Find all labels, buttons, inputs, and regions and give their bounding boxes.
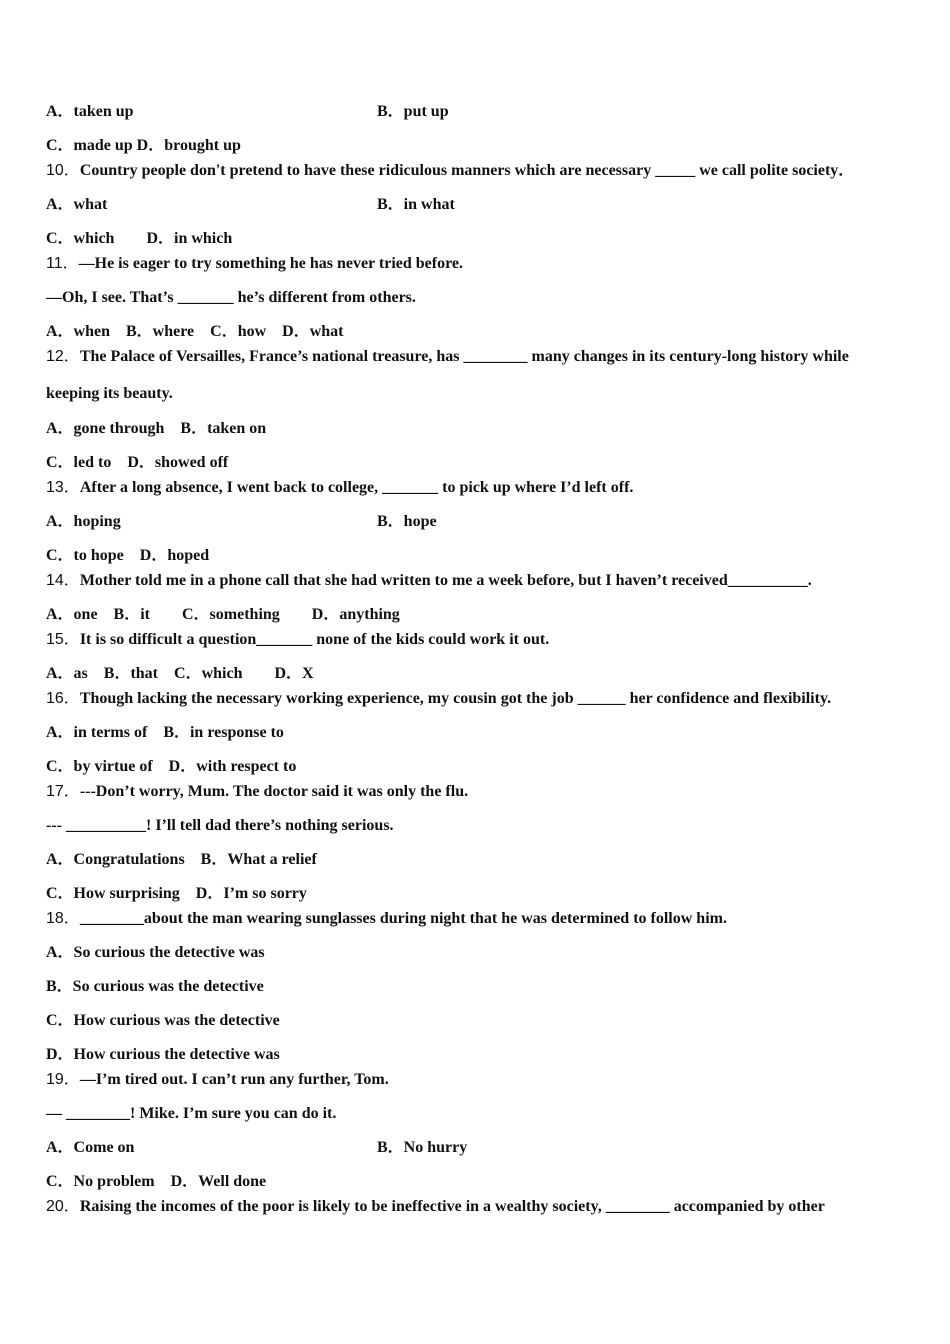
q16-stem: Though lacking the necessary working experience, my cousin got the job ______ her confidence and flexibility. [79,690,832,707]
q11-stem: —He is eager to try something he has never tried before. [78,255,463,272]
q15-options: A．as B．that C．which D．X [46,665,314,682]
q17-options-ab: A．Congratulations B．What a relief [46,851,317,868]
q13-number: 13． [46,479,80,496]
q18-number: 18． [46,910,80,927]
q14-options: A．one B．it C．something D．anything [46,606,400,623]
q14-stem: Mother told me in a phone call that she had written to me a week before, but I haven’t received__________. [79,572,812,589]
q12-stem: The Palace of Versailles, France’s national treasure, has ________ many changes in its century-long history while [79,348,849,365]
q11-options: A．when B．where C．how D．what [46,323,344,340]
q18-stem: ________about the man wearing sunglasses during night that he was determined to follow him. [79,910,727,927]
q12-options-cd: C．led to D．showed off [46,454,229,471]
q12-options-ab: A．gone through B．taken on [46,420,267,437]
q15-stem: It is so difficult a question_______ none of the kids could work it out. [79,631,550,648]
q17-number: 17． [46,783,80,800]
q19-stem: —I’m tired out. I can’t run any further, Tom. [79,1071,389,1088]
q20-question [46,1197,825,1217]
q9-option-a: A．taken up [46,103,134,120]
q16-options-ab: A．in terms of B．in response to [46,724,284,741]
q18-option-c: C．How curious was the detective [46,1012,280,1029]
q13-option-b: B．hope [377,513,437,530]
q12-question [46,347,849,367]
q9-options-cd: C．made up D．brought up [46,137,241,154]
q10-stem: Country people don't pretend to have these ridiculous manners which are necessary _____ we call polite society． [79,162,855,179]
q16-number: 16． [46,690,80,707]
q10-option-a: A．what [46,196,108,213]
q12-stem-continued: keeping its beauty. [46,385,173,402]
q15-number: 15． [46,631,80,648]
q18-option-a: A．So curious the detective was [46,944,265,961]
q16-question [46,689,831,709]
q17-stem: ---Don’t worry, Mum. The doctor said it was only the flu. [79,783,469,800]
q20-stem: Raising the incomes of the poor is likely to be ineffective in a wealthy society, ________ accompanied by other [79,1198,825,1215]
q17-question [46,782,468,802]
q11-question [46,254,463,274]
q10-options-cd: C．which D．in which [46,230,233,247]
q10-number: 10． [46,162,80,179]
q19-question [46,1070,389,1090]
q13-option-a: A．hoping [46,513,121,530]
q18-option-b: B．So curious was the detective [46,978,264,995]
q14-number: 14． [46,572,80,589]
q19-options-cd: C．No problem D．Well done [46,1173,267,1190]
q15-question [46,630,549,650]
q20-number: 20． [46,1198,80,1215]
q19-option-a: A．Come on [46,1139,135,1156]
q18-option-d: D．How curious the detective was [46,1046,280,1063]
q13-stem: After a long absence, I went back to college, _______ to pick up where I’d left off. [79,479,634,496]
q17-dialogue-line: --- __________! I’ll tell dad there’s nothing serious. [46,817,394,834]
q12-number: 12． [46,348,80,365]
q10-question [46,161,854,181]
q19-dialogue-line: — ________! Mike. I’m sure you can do it. [46,1105,337,1122]
q10-option-b: B．in what [377,196,455,213]
q19-number: 19． [46,1071,80,1088]
q13-options-cd: C．to hope D．hoped [46,547,210,564]
q18-question [46,909,727,929]
q11-number: 11． [46,255,79,272]
q14-question [46,571,812,591]
q17-options-cd: C．How surprising D．I’m so sorry [46,885,307,902]
q16-options-cd: C．by virtue of D．with respect to [46,758,297,775]
q11-dialogue-line: —Oh, I see. That’s _______ he’s different from others. [46,289,416,306]
q19-option-b: B．No hurry [377,1139,468,1156]
q13-question [46,478,633,498]
q9-option-b: B．put up [377,103,449,120]
